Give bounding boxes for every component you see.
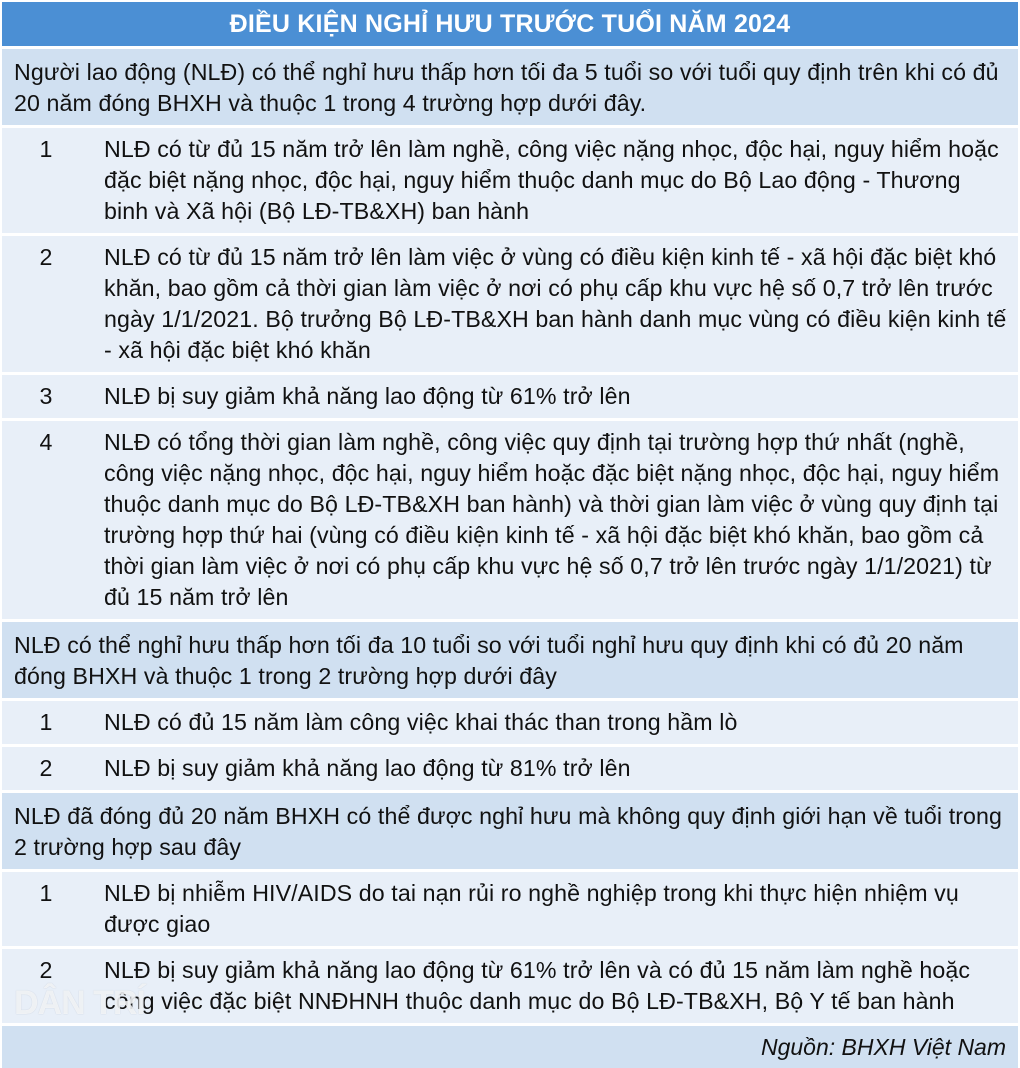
row-text: NLĐ bị nhiễm HIV/AIDS do tai nạn rủi ro nghề nghiệp trong khi thực hiện nhiệm vụ được giao [104,880,959,937]
row-number: 1 [39,709,53,735]
table-title: ĐIỀU KIỆN NGHỈ HƯU TRƯỚC TUỔI NĂM 2024 [2,2,1018,46]
row-number: 1 [39,136,53,162]
source-credit: Nguồn: BHXH Việt Nam [2,1026,1018,1068]
row-number: 2 [39,957,53,983]
table-row [2,128,1018,233]
row-text: NLĐ có từ đủ 15 năm trở lên làm việc ở vùng có điều kiện kinh tế - xã hội đặc biệt khó khăn, bao gồm cả thời gian làm việc ở nơi có phụ cấp khu vực hệ số 0,7 trở lên trước ngày 1/1/2021. Bộ trưởng Bộ LĐ-TB&XH ban hành danh mục vùng có điều kiện kinh tế - xã hội đặc biệt khó khăn [104,244,1007,363]
row-number: 2 [39,244,53,270]
dantri-watermark-logo: DÂN TRÍ [14,984,145,1022]
row-text: NLĐ bị suy giảm khả năng lao động từ 61% trở lên [104,383,631,409]
row-number: 1 [39,880,53,906]
table-row [2,701,1018,744]
section-intro-3: NLĐ đã đóng đủ 20 năm BHXH có thể được nghỉ hưu mà không quy định giới hạn về tuổi trong 2 trường hợp sau đây [2,793,1018,869]
table-row [2,872,1018,946]
row-number: 4 [39,429,53,455]
table-row [2,949,1018,1023]
conditions-table [2,2,1018,1068]
table-row [2,375,1018,418]
row-text: NLĐ bị suy giảm khả năng lao động từ 61% trở lên và có đủ 15 năm làm nghề hoặc công việc đặc biệt NNĐHNH thuộc danh mục do Bộ LĐ-TB&XH, Bộ Y tế ban hành [104,957,971,1014]
row-text: NLĐ có từ đủ 15 năm trở lên làm nghề, công việc nặng nhọc, độc hại, nguy hiểm hoặc đặc biệt nặng nhọc, độc hại, nguy hiểm thuộc danh mục do Bộ Lao động - Thương binh và Xã hội (Bộ LĐ-TB&XH) ban hành [104,136,999,224]
row-text: NLĐ có tổng thời gian làm nghề, công việc quy định tại trường hợp thứ nhất (nghề, công việc nặng nhọc, độc hại, nguy hiểm hoặc đặc biệt nặng nhọc, độc hại, nguy hiểm thuộc danh mục do Bộ LĐ-TB&XH ban hành) và thời gian làm việc ở vùng quy định tại trường hợp thứ hai (vùng có điều kiện kinh tế - xã hội đặc biệt khó khăn, bao gồm cả thời gian làm việc ở nơi có phụ cấp khu vực hệ số 0,7 trở lên trước ngày 1/1/2021) từ đủ 15 năm trở lên [104,429,1000,610]
row-text: NLĐ bị suy giảm khả năng lao động từ 81% trở lên [104,755,631,781]
table-row [2,236,1018,372]
row-number: 3 [39,383,53,409]
section-intro-2: NLĐ có thể nghỉ hưu thấp hơn tối đa 10 tuổi so với tuổi nghỉ hưu quy định khi có đủ 20 năm đóng BHXH và thuộc 1 trong 2 trường hợp dưới đây [2,622,1018,698]
row-number: 2 [39,755,53,781]
table-row [2,747,1018,790]
row-text: NLĐ có đủ 15 năm làm công việc khai thác than trong hầm lò [104,709,738,735]
section-intro-1: Người lao động (NLĐ) có thể nghỉ hưu thấp hơn tối đa 5 tuổi so với tuổi quy định trên khi có đủ 20 năm đóng BHXH và thuộc 1 trong 4 trường hợp dưới đây. [2,49,1018,125]
table-row [2,421,1018,619]
